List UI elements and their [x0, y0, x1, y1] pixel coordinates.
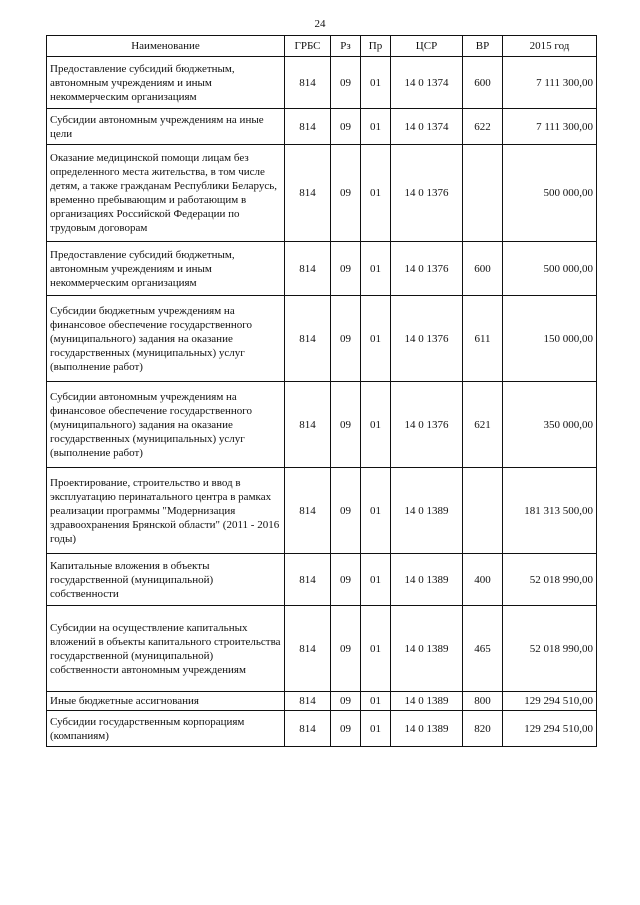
row-amount: 7 111 300,00 [503, 109, 597, 145]
row-rz: 09 [331, 109, 361, 145]
row-grbs: 814 [285, 109, 331, 145]
row-vr: 621 [463, 382, 503, 468]
row-pr: 01 [361, 296, 391, 382]
row-name: Субсидии на осуществление капитальных вложений в объекты капитального строительства государственной (муниципальной) собственности автономным учреждениям [47, 606, 285, 692]
header-name: Наименование [47, 36, 285, 57]
row-amount: 52 018 990,00 [503, 554, 597, 606]
row-pr: 01 [361, 109, 391, 145]
row-amount: 500 000,00 [503, 242, 597, 296]
row-amount: 7 111 300,00 [503, 57, 597, 109]
row-csr: 14 0 1376 [391, 242, 463, 296]
table-row [47, 296, 597, 382]
budget-table [46, 35, 597, 747]
table-header-row [47, 36, 597, 57]
row-rz: 09 [331, 145, 361, 242]
row-name: Субсидии автономным учреждениям на финансовое обеспечение государственного (муниципального) задания на оказание государственных (муниципальных) услуг (выполнение работ) [47, 382, 285, 468]
row-rz: 09 [331, 554, 361, 606]
row-rz: 09 [331, 711, 361, 747]
row-pr: 01 [361, 468, 391, 554]
row-vr: 800 [463, 692, 503, 711]
row-name: Субсидии автономным учреждениям на иные цели [47, 109, 285, 145]
row-grbs: 814 [285, 711, 331, 747]
row-amount: 129 294 510,00 [503, 711, 597, 747]
row-amount: 181 313 500,00 [503, 468, 597, 554]
table-row [47, 382, 597, 468]
row-rz: 09 [331, 242, 361, 296]
row-grbs: 814 [285, 692, 331, 711]
row-amount: 129 294 510,00 [503, 692, 597, 711]
row-pr: 01 [361, 57, 391, 109]
header-csr: ЦСР [391, 36, 463, 57]
table-row [47, 711, 597, 747]
row-vr: 600 [463, 242, 503, 296]
row-grbs: 814 [285, 468, 331, 554]
row-csr: 14 0 1374 [391, 57, 463, 109]
header-year: 2015 год [503, 36, 597, 57]
row-name: Субсидии бюджетным учреждениям на финансовое обеспечение государственного (муниципального) задания на оказание государственных (муниципальных) услуг (выполнение работ) [47, 296, 285, 382]
header-grbs: ГРБС [285, 36, 331, 57]
table-row [47, 242, 597, 296]
row-csr: 14 0 1389 [391, 554, 463, 606]
row-vr: 611 [463, 296, 503, 382]
row-grbs: 814 [285, 606, 331, 692]
row-grbs: 814 [285, 382, 331, 468]
row-pr: 01 [361, 554, 391, 606]
table-row [47, 468, 597, 554]
row-pr: 01 [361, 606, 391, 692]
row-csr: 14 0 1376 [391, 296, 463, 382]
row-csr: 14 0 1389 [391, 711, 463, 747]
row-grbs: 814 [285, 145, 331, 242]
row-amount: 150 000,00 [503, 296, 597, 382]
table-row [47, 606, 597, 692]
row-pr: 01 [361, 692, 391, 711]
row-name: Иные бюджетные ассигнования [47, 692, 285, 711]
row-csr: 14 0 1389 [391, 468, 463, 554]
table-row [47, 57, 597, 109]
row-rz: 09 [331, 606, 361, 692]
row-rz: 09 [331, 468, 361, 554]
row-csr: 14 0 1376 [391, 145, 463, 242]
row-pr: 01 [361, 382, 391, 468]
row-vr: 465 [463, 606, 503, 692]
page-number: 24 [314, 18, 326, 30]
table-row [47, 145, 597, 242]
header-rz: Рз [331, 36, 361, 57]
row-name: Предоставление субсидий бюджетным, автономным учреждениям и иным некоммерческим организациям [47, 57, 285, 109]
row-amount: 350 000,00 [503, 382, 597, 468]
row-amount: 52 018 990,00 [503, 606, 597, 692]
row-vr: 820 [463, 711, 503, 747]
header-pr: Пр [361, 36, 391, 57]
row-name: Оказание медицинской помощи лицам без определенного места жительства, в том числе детям, а также гражданам Республики Беларусь, временно пребывающим и работающим в организациях Российской Федерации по трудовым договорам [47, 145, 285, 242]
row-grbs: 814 [285, 554, 331, 606]
row-name: Капитальные вложения в объекты государственной (муниципальной) собственности [47, 554, 285, 606]
row-rz: 09 [331, 57, 361, 109]
row-grbs: 814 [285, 57, 331, 109]
row-grbs: 814 [285, 242, 331, 296]
row-vr [463, 468, 503, 554]
row-csr: 14 0 1376 [391, 382, 463, 468]
row-pr: 01 [361, 145, 391, 242]
row-name: Субсидии государственным корпорациям (компаниям) [47, 711, 285, 747]
row-name: Предоставление субсидий бюджетным, автономным учреждениям и иным некоммерческим организациям [47, 242, 285, 296]
table-row [47, 554, 597, 606]
table-row [47, 692, 597, 711]
row-vr [463, 145, 503, 242]
row-rz: 09 [331, 692, 361, 711]
row-csr: 14 0 1389 [391, 692, 463, 711]
row-vr: 600 [463, 57, 503, 109]
row-vr: 400 [463, 554, 503, 606]
row-amount: 500 000,00 [503, 145, 597, 242]
row-rz: 09 [331, 296, 361, 382]
row-csr: 14 0 1389 [391, 606, 463, 692]
row-vr: 622 [463, 109, 503, 145]
row-pr: 01 [361, 711, 391, 747]
row-rz: 09 [331, 382, 361, 468]
row-grbs: 814 [285, 296, 331, 382]
table-row [47, 109, 597, 145]
row-pr: 01 [361, 242, 391, 296]
row-csr: 14 0 1374 [391, 109, 463, 145]
header-vr: ВР [463, 36, 503, 57]
row-name: Проектирование, строительство и ввод в эксплуатацию перинатального центра в рамках реализации программы "Модернизация здравоохранения Брянской области" (2011 - 2016 годы) [47, 468, 285, 554]
